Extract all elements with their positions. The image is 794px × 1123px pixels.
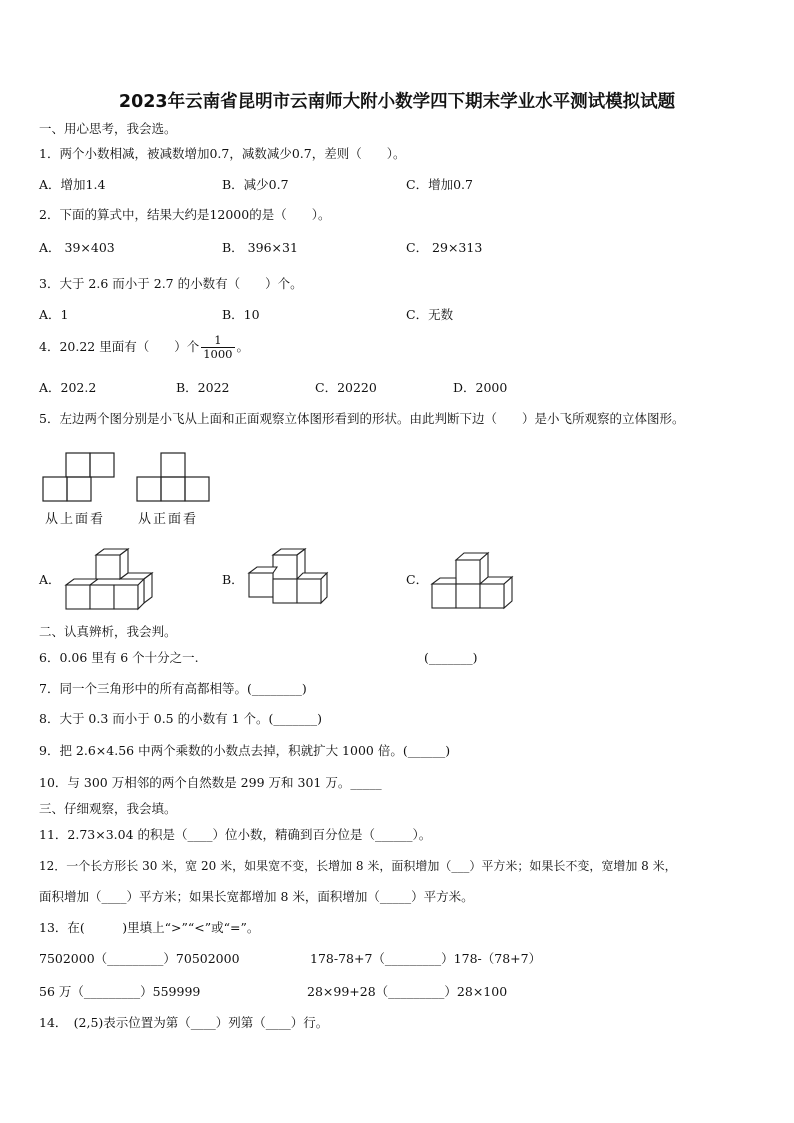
- q2-option-c[interactable]: C． 29×313: [406, 240, 483, 255]
- q4-option-a[interactable]: A．202.2: [39, 380, 97, 395]
- q1-stem: 1．两个小数相减，被减数增加0.7，减数减少0.7，差则（ ）。: [39, 146, 406, 161]
- q5-stem: 5．左边两个图分别是小飞从上面和正面观察立体图形看到的形状。由此判断下边（ ）是小飞所观察的立体图形。: [39, 411, 685, 426]
- option-a-cubes[interactable]: [64, 547, 158, 613]
- q3-option-c[interactable]: C．无数: [406, 307, 454, 322]
- q2-option-a[interactable]: A． 39×403: [39, 240, 115, 255]
- front-view-label: 从正面看: [138, 512, 199, 527]
- q5-option-a[interactable]: A．: [39, 572, 61, 587]
- q4-option-d[interactable]: D．2000: [453, 380, 508, 395]
- q10-stem: 10．与 300 万相邻的两个自然数是 299 万和 301 万。_____: [39, 775, 382, 790]
- top-view-label: 从上面看: [45, 512, 106, 527]
- section-1-heading: 一、用心思考，我会选。: [39, 121, 177, 136]
- q11-stem: 11．2.73×3.04 的积是（____）位小数，精确到百分位是（______）。: [39, 827, 432, 842]
- q4-stem-end: 。: [236, 339, 250, 354]
- top-view-figure: [43, 453, 114, 501]
- page-title: 2023年云南省昆明市云南师大附小数学四下期末学业水平测试模拟试题: [118, 92, 676, 112]
- q2-stem: 2．下面的算式中，结果大约是12000的是（ ）。: [39, 207, 331, 222]
- q12-stem-line1: 12．一个长方形长 30 米，宽 20 米，如果宽不变，长增加 8 米，面积增加（___）平方米；如果长不变，宽增加 8 米，: [39, 859, 677, 873]
- q14-stem: 14． (2,5)表示位置为第（____）列第（____）行。: [39, 1015, 329, 1030]
- section-3-heading: 三、仔细观察，我会填。: [39, 801, 177, 816]
- q1-option-c[interactable]: C．增加0.7: [406, 177, 473, 192]
- q13-compare-2[interactable]: 178-78+7（_________）178-（78+7）: [310, 951, 542, 966]
- q1-option-a[interactable]: A．增加1.4: [39, 177, 106, 192]
- q4-option-c[interactable]: C．20220: [315, 380, 377, 395]
- q12-stem-line2: 面积增加（____）平方米；如果长宽都增加 8 米，面积增加（_____）平方米。: [39, 889, 474, 904]
- section-2-heading: 二、认真辨析，我会判。: [39, 624, 177, 639]
- q4-option-b[interactable]: B．2022: [176, 380, 230, 395]
- view-diagrams: [40, 449, 220, 503]
- q3-option-a[interactable]: A．1: [39, 307, 69, 322]
- q13-compare-1[interactable]: 7502000（_________）70502000: [39, 951, 240, 966]
- q5-option-c[interactable]: C．: [406, 572, 429, 587]
- q13-compare-4[interactable]: 28×99+28（_________）28×100: [307, 984, 508, 999]
- fraction-numerator: 1: [201, 334, 234, 348]
- q3-option-b[interactable]: B．10: [222, 307, 260, 322]
- q7-stem: 7．同一个三角形中的所有高都相等。(________): [39, 681, 307, 696]
- fraction: [201, 334, 234, 361]
- option-c-cubes[interactable]: [430, 550, 514, 612]
- q13-compare-3[interactable]: 56 万（_________）559999: [39, 984, 201, 999]
- q8-stem: 8．大于 0.3 而小于 0.5 的小数有 1 个。(_______): [39, 711, 323, 726]
- q1-option-b[interactable]: B．减少0.7: [222, 177, 289, 192]
- front-view-figure: [137, 453, 209, 501]
- q5-option-b[interactable]: B．: [222, 572, 244, 587]
- q13-stem: 13．在( )里填上“>”“<”或“=”。: [39, 920, 260, 935]
- q9-stem: 9．把 2.6×4.56 中两个乘数的小数点去掉，积就扩大 1000 倍。(______): [39, 743, 451, 758]
- q4-stem: [39, 330, 249, 364]
- option-b-cubes[interactable]: [247, 545, 337, 609]
- q6-answer-blank[interactable]: (_______): [424, 650, 478, 665]
- q2-option-b[interactable]: B． 396×31: [222, 240, 298, 255]
- q3-stem: 3．大于 2.6 而小于 2.7 的小数有（ ）个。: [39, 276, 303, 291]
- fraction-denominator: 1000: [203, 347, 233, 361]
- q6-stem: 6．0.06 里有 6 个十分之一.: [39, 650, 199, 665]
- q4-stem-text: 4．20.22 里面有（ ）个: [39, 339, 200, 354]
